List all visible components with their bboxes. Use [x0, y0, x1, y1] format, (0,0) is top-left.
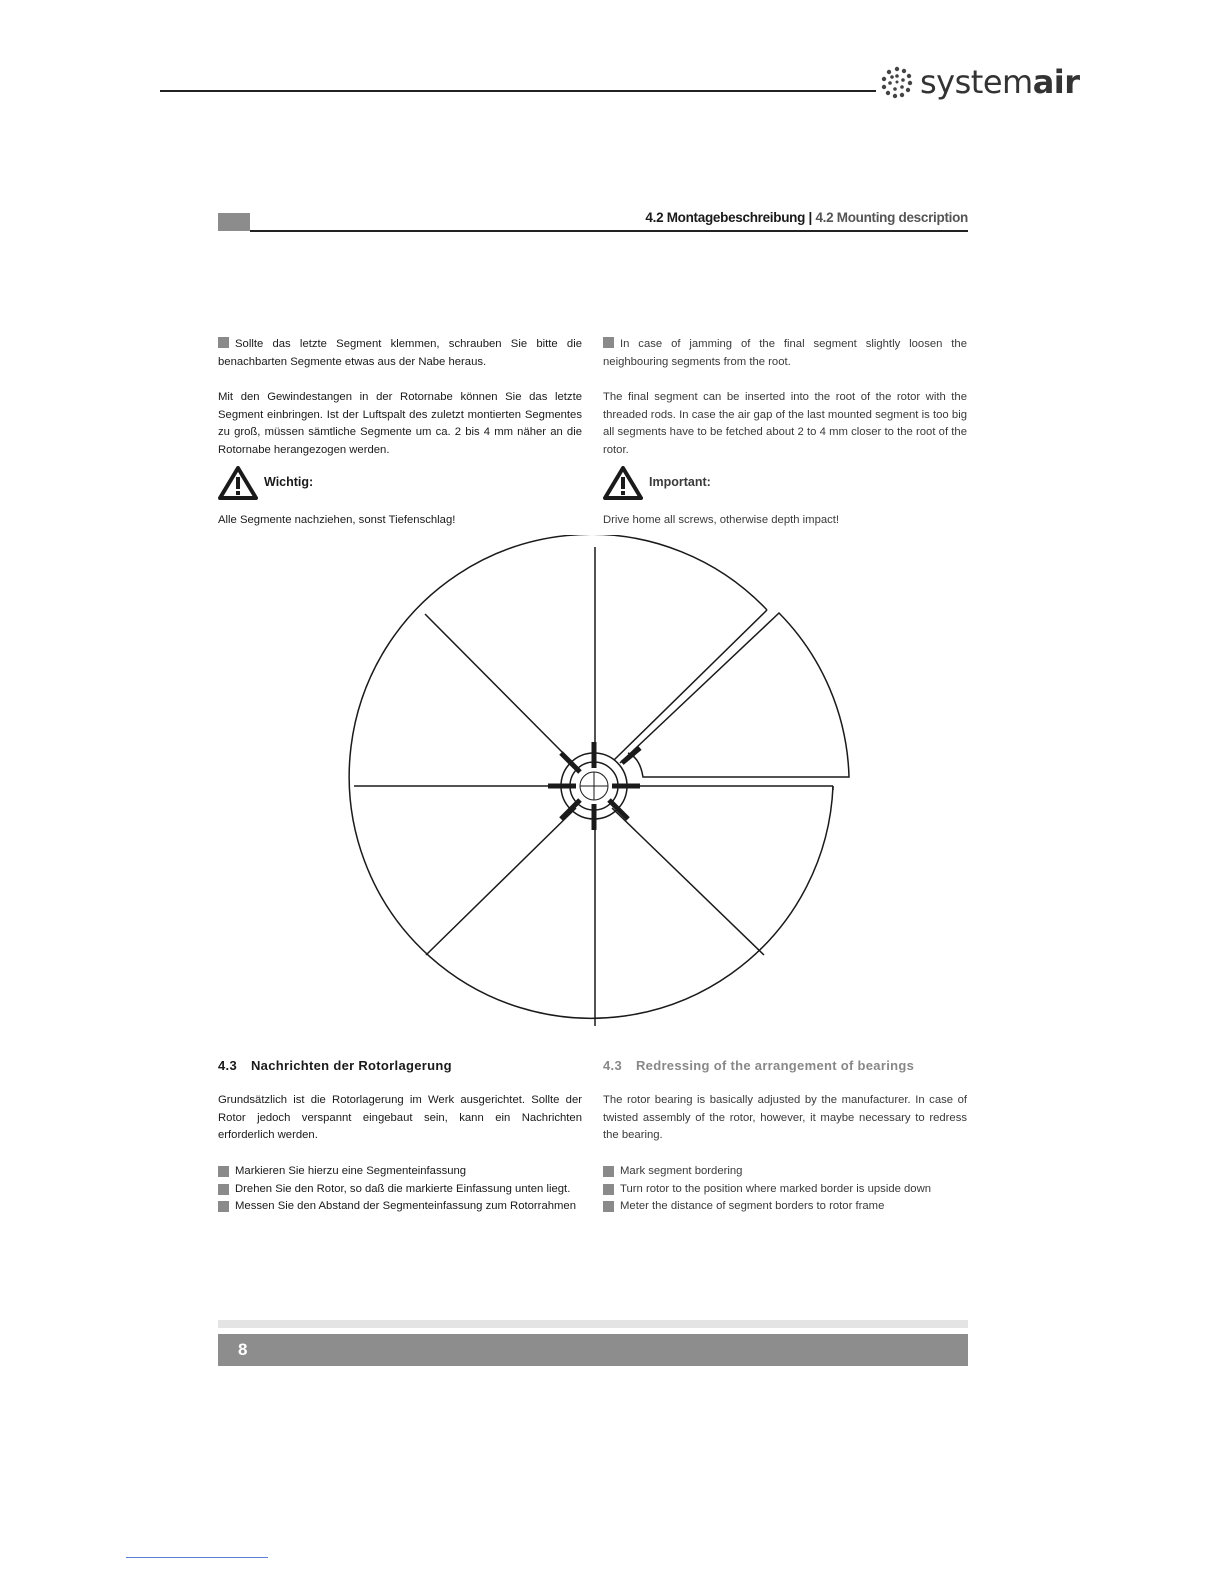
section-header-separator: |	[808, 210, 812, 225]
list-item: Meter the distance of segment borders to rotor frame	[603, 1198, 967, 1216]
list-item: Mark segment bordering	[603, 1163, 967, 1181]
bullet-square	[218, 1166, 229, 1177]
bottom-link-line	[126, 1557, 268, 1558]
systemair-dots-icon	[880, 65, 914, 99]
de-paragraph-1: Sollte das letzte Segment klemmen, schrauben Sie bitte die benachbarten Segmente etwas aus der Nabe heraus.	[218, 338, 582, 368]
section-header	[645, 210, 968, 225]
segment-border	[425, 614, 572, 762]
footer-bar	[218, 1334, 968, 1366]
bullet-square	[218, 1201, 229, 1212]
bullet-square	[603, 1166, 614, 1177]
list-item: Markieren Sie hierzu eine Segmenteinfassung	[218, 1163, 582, 1181]
systemair-logo	[880, 62, 1080, 102]
en-steps-list	[603, 1163, 967, 1216]
warning-icon	[218, 466, 258, 500]
footer-light-bar	[218, 1320, 968, 1328]
en-warning	[603, 466, 967, 500]
header-block	[218, 213, 250, 231]
page-number: 8	[238, 1340, 248, 1359]
segment-border	[614, 610, 767, 760]
en-warning-label: Important:	[649, 475, 711, 490]
section-header-en: 4.2 Mounting description	[815, 210, 968, 225]
header-rule	[250, 230, 968, 232]
warning-icon	[603, 466, 643, 500]
bullet-square	[603, 1201, 614, 1212]
brand-name: systemair	[920, 63, 1080, 101]
de-section-heading: 4.3 Nachrichten der Rotorlagerung	[218, 1058, 452, 1073]
bullet-square	[218, 337, 229, 348]
segment-border	[612, 808, 764, 955]
list-item: Turn rotor to the position where marked border is upside down	[603, 1181, 967, 1199]
segment-border	[426, 808, 576, 955]
bullet-square	[603, 1184, 614, 1195]
de-steps-list	[218, 1163, 582, 1216]
section-header-de: 4.2 Montagebeschreibung	[645, 210, 806, 225]
en-paragraph-2: The final segment can be inserted into the root of the rotor with the threaded rods. In case the air gap of the last mounted segment is too big all segments have to be fetched about 2 to 4 mm closer to the root of the rotor.	[603, 391, 967, 456]
en-paragraph-1: In case of jamming of the final segment slightly loosen the neighbouring segments from the root.	[603, 338, 967, 368]
top-rule	[160, 90, 876, 92]
de-paragraph-2: Mit den Gewindestangen in der Rotornabe können Sie das letzte Segment einbringen. Ist der Luftspalt des zuletzt montierten Segmentes zu groß, müssen sämtliche Segmente um ca. 2 bis 4 mm näher an die Rotornabe herangezogen werden.	[218, 391, 582, 456]
en-section-heading: 4.3 Redressing of the arrangement of bearings	[603, 1058, 915, 1073]
en-section-intro: The rotor bearing is basically adjusted by the manufacturer. In case of twisted assembly of the rotor, however, it maybe necessary to redress the bearing.	[603, 1094, 967, 1142]
bullet-square	[218, 1184, 229, 1195]
en-warning-text: Drive home all screws, otherwise depth impact!	[603, 514, 840, 526]
de-warning-text: Alle Segmente nachziehen, sonst Tiefenschlag!	[218, 514, 456, 526]
rotor-segment-diagram	[340, 535, 860, 1035]
list-item: Drehen Sie den Rotor, so daß die markierte Einfassung unten liegt.	[218, 1181, 582, 1199]
bullet-square	[603, 337, 614, 348]
de-section-intro: Grundsätzlich ist die Rotorlagerung im Werk ausgerichtet. Sollte der Rotor jedoch verspannt eingebaut sein, kann ein Nachrichten erforderlich werden.	[218, 1094, 582, 1142]
de-warning-label: Wichtig:	[264, 475, 314, 490]
de-warning	[218, 466, 582, 500]
list-item: Messen Sie den Abstand der Segmenteinfassung zum Rotorrahmen	[218, 1198, 582, 1216]
final-segment	[620, 613, 849, 777]
